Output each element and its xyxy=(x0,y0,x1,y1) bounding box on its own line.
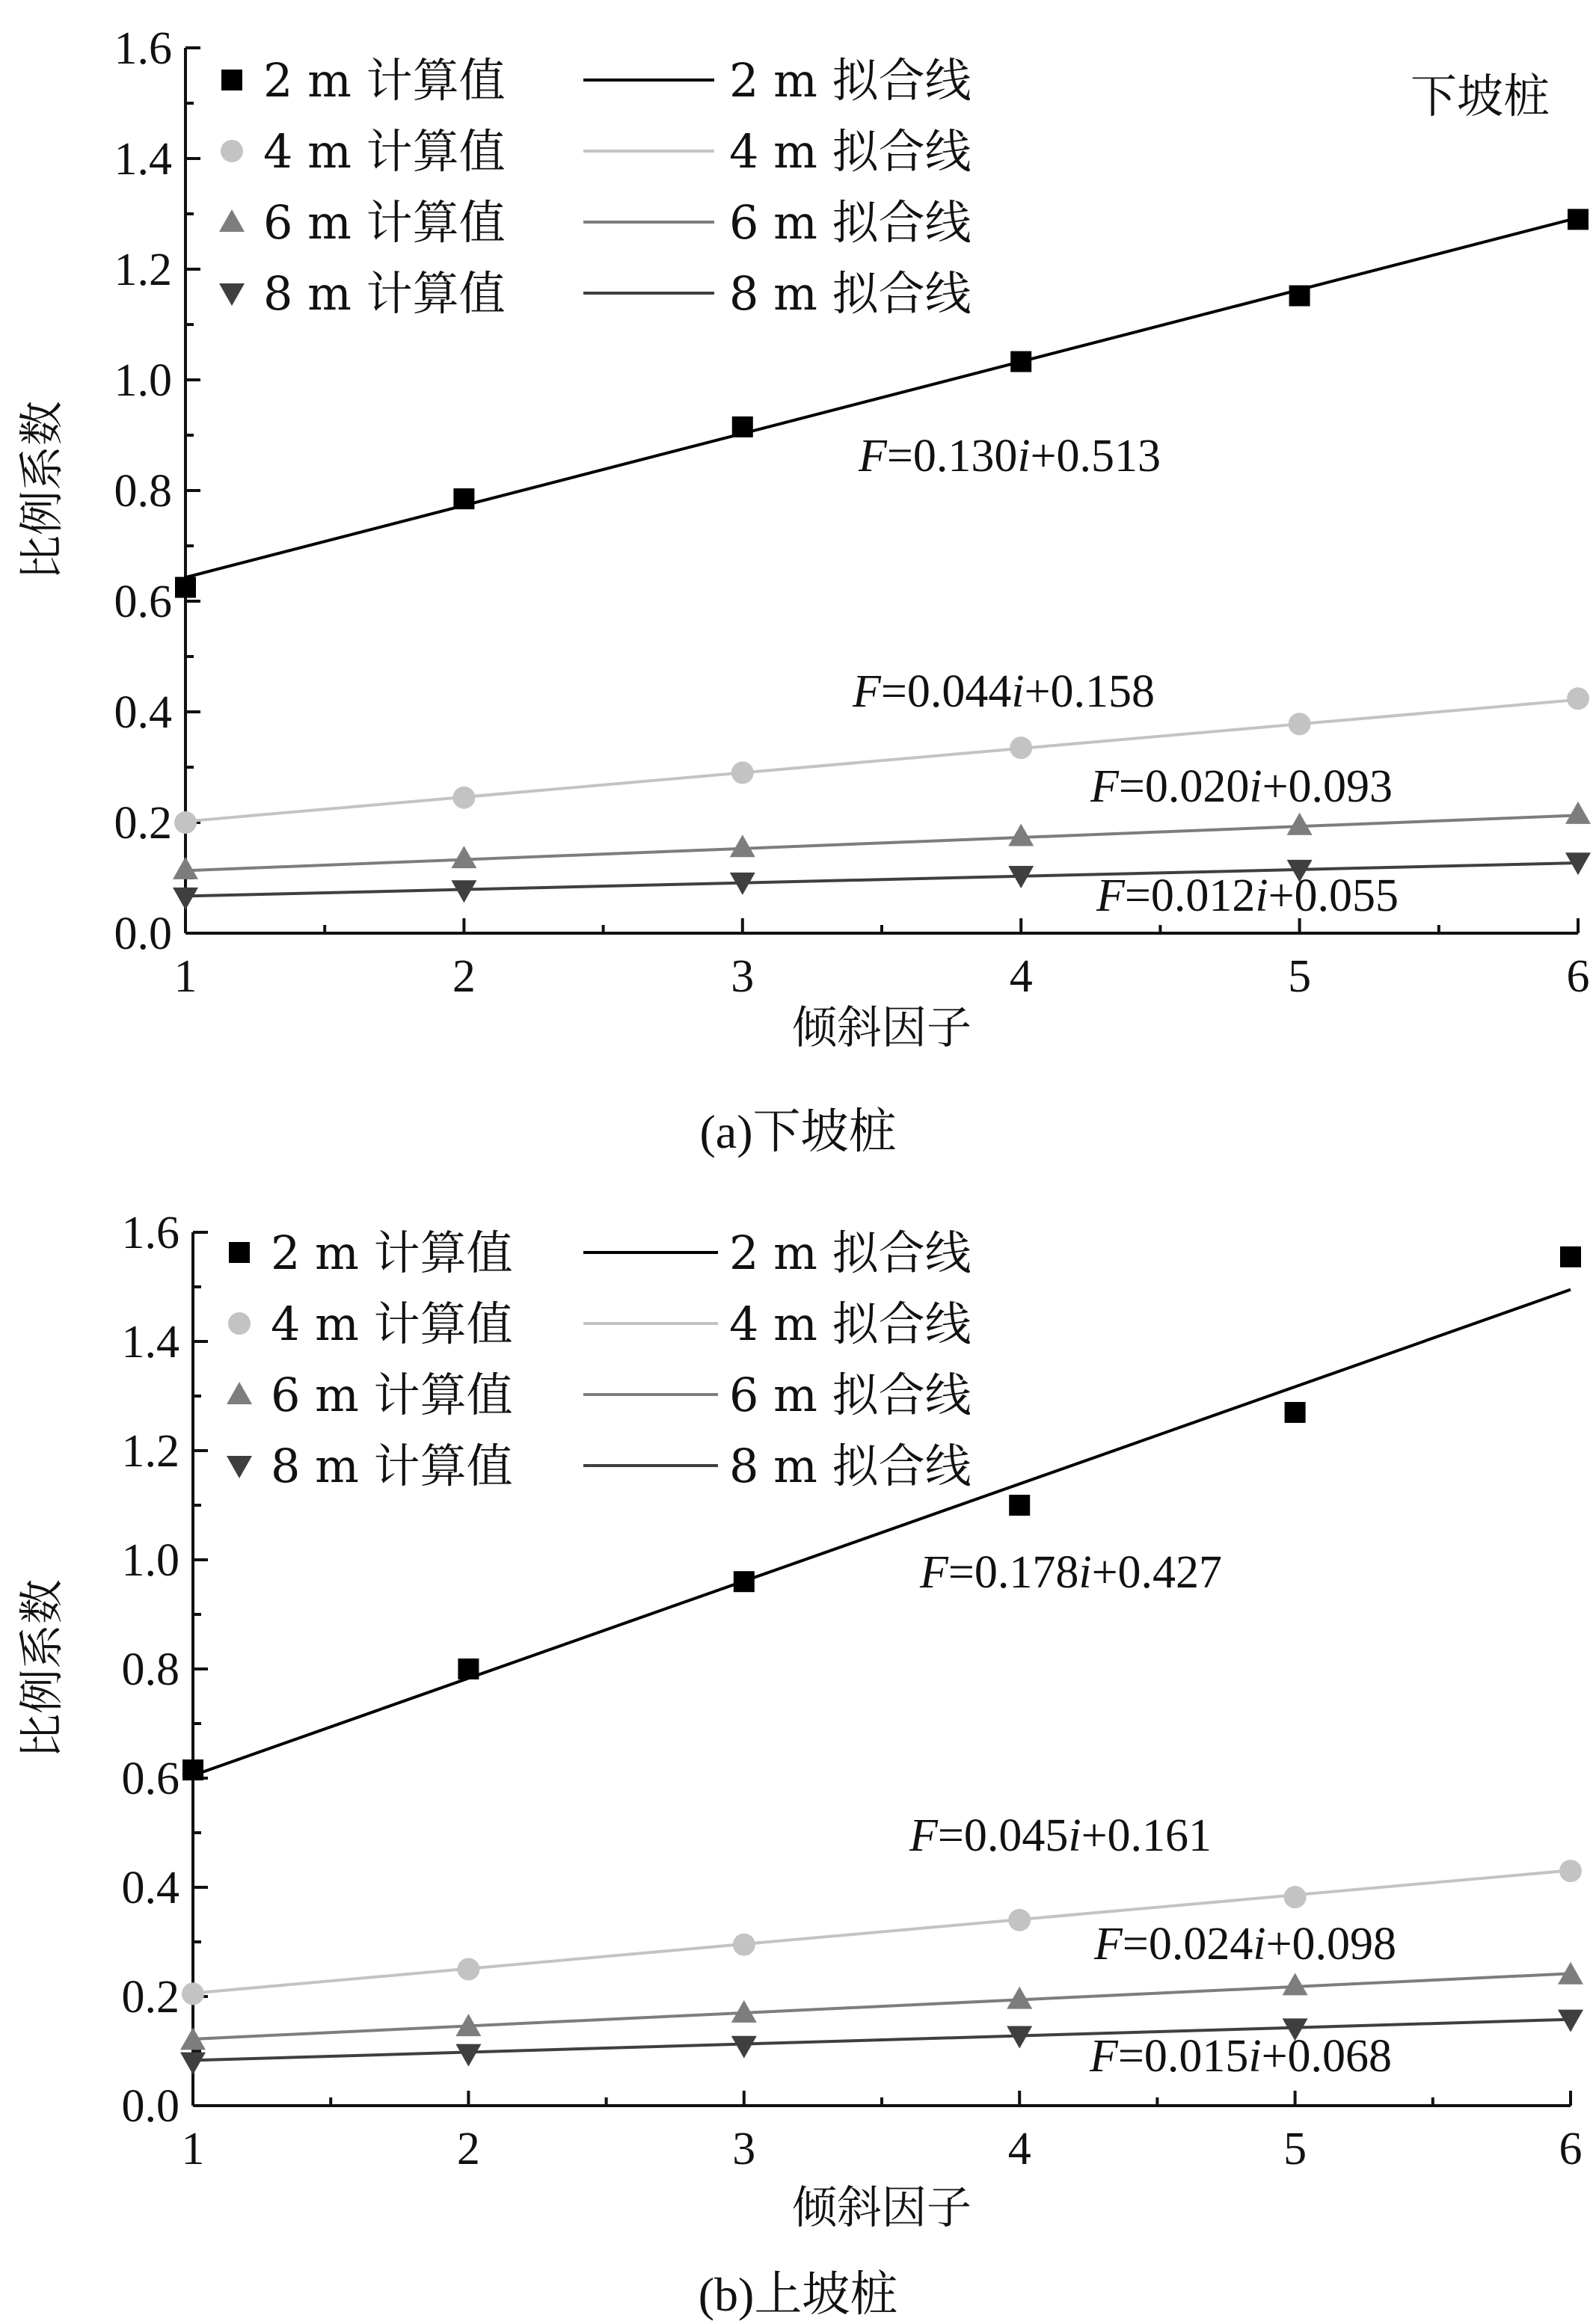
data-point-2m xyxy=(1010,351,1031,372)
chart-panel-b xyxy=(16,1208,1583,2321)
x-tick-label: 6 xyxy=(1566,951,1590,1002)
legend-fit-label-8m: 8 m 拟合线 xyxy=(729,266,972,321)
data-point-8m xyxy=(455,2044,481,2067)
data-point-4m xyxy=(1567,687,1589,710)
y-tick-label: 0.6 xyxy=(114,577,172,627)
data-point-4m xyxy=(1289,713,1311,735)
x-axis-label: 倾斜因子 xyxy=(792,1002,972,1054)
data-point-4m xyxy=(731,761,754,784)
legend-marker-8m xyxy=(227,1456,252,1478)
data-point-2m xyxy=(732,416,753,437)
equation-part: i xyxy=(1017,431,1031,482)
x-tick-label: 4 xyxy=(1009,951,1033,1002)
fit-line-6m xyxy=(193,1973,1571,2039)
legend-label-4m: 4 m 计算值 xyxy=(263,124,506,179)
equation-part: i xyxy=(1255,870,1268,921)
corner-label: 下坡桩 xyxy=(1410,69,1550,123)
data-point-4m xyxy=(182,1982,204,2005)
legend-fit-label-2m: 2 m 拟合线 xyxy=(729,53,972,108)
figure-caption: (a)下坡桩 xyxy=(699,1105,897,1158)
equation-part: =0.020 xyxy=(1118,761,1250,812)
x-tick-label: 3 xyxy=(731,951,755,1002)
data-point-8m xyxy=(180,2053,206,2075)
equation-label-6m xyxy=(1093,1919,1396,1970)
x-tick-label: 4 xyxy=(1007,2124,1031,2174)
legend-marker-2m xyxy=(221,70,242,90)
data-point-8m xyxy=(173,888,198,910)
y-axis-label: 比例系数 xyxy=(16,1579,69,1759)
equation-part: i xyxy=(1253,1919,1266,1970)
equation-label-6m xyxy=(1090,761,1393,812)
equation-label-4m xyxy=(909,1810,1212,1861)
x-tick-label: 3 xyxy=(732,2124,756,2174)
data-point-4m xyxy=(1284,1886,1307,1908)
legend-label-2m: 2 m 计算值 xyxy=(263,53,506,108)
y-tick-label: 1.2 xyxy=(114,245,172,295)
equation-label-8m xyxy=(1089,2031,1392,2082)
equation-part: =0.012 xyxy=(1124,870,1256,921)
data-point-2m xyxy=(1568,209,1589,230)
data-point-6m xyxy=(173,857,198,879)
data-point-6m xyxy=(1008,824,1034,846)
equation-part: i xyxy=(1248,2031,1262,2082)
equation-part: F xyxy=(853,666,881,717)
legend-marker-6m xyxy=(227,1382,252,1404)
equation-part: +0.158 xyxy=(1024,666,1155,717)
equation-part: F xyxy=(1090,2031,1118,2082)
legend-fit-label-4m: 4 m 拟合线 xyxy=(729,124,972,179)
fit-line-2m xyxy=(193,1290,1571,1776)
equation-part: F xyxy=(1094,1919,1123,1970)
equation-part: F xyxy=(909,1810,938,1861)
legend-label-4m: 4 m 计算值 xyxy=(271,1297,513,1351)
equation-part: +0.161 xyxy=(1081,1810,1212,1861)
data-point-2m xyxy=(1285,1402,1306,1423)
x-tick-label: 2 xyxy=(456,2124,480,2174)
legend xyxy=(219,53,972,321)
x-tick-label: 5 xyxy=(1283,2124,1307,2174)
data-point-4m xyxy=(1559,1860,1582,1882)
data-point-4m xyxy=(1010,737,1032,759)
legend-fit-label-6m: 6 m 拟合线 xyxy=(729,1368,972,1422)
y-tick-label: 0.2 xyxy=(114,798,172,849)
data-point-2m xyxy=(458,1659,479,1679)
data-point-2m xyxy=(453,488,474,509)
legend-fit-label-4m: 4 m 拟合线 xyxy=(729,1297,972,1351)
data-point-4m xyxy=(452,787,475,809)
y-tick-label: 1.0 xyxy=(121,1535,179,1586)
y-tick-label: 1.4 xyxy=(121,1317,179,1368)
equation-part: =0.178 xyxy=(948,1547,1079,1598)
data-point-4m xyxy=(733,1934,755,1956)
legend-marker-4m xyxy=(228,1312,251,1335)
equation-part: F xyxy=(1090,761,1119,812)
legend-label-2m: 2 m 计算值 xyxy=(271,1226,513,1280)
data-point-2m xyxy=(734,1571,755,1592)
data-point-6m xyxy=(1565,802,1591,824)
x-tick-label: 1 xyxy=(181,2124,205,2174)
legend-label-6m: 6 m 计算值 xyxy=(263,195,506,250)
y-tick-label: 1.2 xyxy=(121,1426,179,1477)
y-tick-label: 0.8 xyxy=(114,466,172,517)
data-point-8m xyxy=(451,880,476,903)
y-tick-label: 0.2 xyxy=(121,1972,179,2023)
legend-marker-4m xyxy=(221,140,243,162)
data-point-2m xyxy=(1009,1495,1030,1516)
y-tick-label: 1.4 xyxy=(114,134,172,185)
data-point-8m xyxy=(731,2036,757,2059)
equation-part: +0.427 xyxy=(1091,1547,1223,1598)
equation-label-4m xyxy=(852,666,1155,717)
equation-part: +0.098 xyxy=(1265,1919,1397,1970)
y-tick-label: 1.6 xyxy=(114,23,172,74)
data-point-6m xyxy=(1283,1973,1308,1995)
x-axis-label: 倾斜因子 xyxy=(792,2182,972,2234)
equation-label-2m xyxy=(858,431,1161,482)
y-tick-label: 1.6 xyxy=(121,1208,179,1258)
y-tick-label: 0.0 xyxy=(114,909,172,959)
legend-label-8m: 8 m 计算值 xyxy=(263,266,506,321)
equation-part: +0.093 xyxy=(1262,761,1393,812)
equation-label-2m xyxy=(919,1547,1222,1598)
data-point-2m xyxy=(182,1759,203,1780)
data-point-2m xyxy=(1289,286,1310,307)
legend-marker-6m xyxy=(219,209,245,232)
y-tick-label: 0.4 xyxy=(121,1863,179,1913)
legend xyxy=(227,1226,972,1493)
equation-part: i xyxy=(1249,761,1262,812)
data-point-4m xyxy=(1008,1909,1031,1931)
data-point-4m xyxy=(457,1958,479,1981)
legend-marker-8m xyxy=(219,283,245,306)
equation-part: F xyxy=(1096,870,1125,921)
equation-part: =0.044 xyxy=(880,666,1012,717)
equation-label-8m xyxy=(1096,870,1399,921)
data-point-6m xyxy=(451,846,476,868)
equation-part: i xyxy=(1078,1547,1092,1598)
equation-part: =0.024 xyxy=(1122,1919,1253,1970)
y-tick-label: 0.6 xyxy=(121,1753,179,1804)
data-point-6m xyxy=(1287,813,1313,835)
data-point-6m xyxy=(1007,1987,1032,2009)
data-point-6m xyxy=(730,834,755,857)
x-tick-label: 6 xyxy=(1559,2124,1583,2174)
y-tick-label: 0.0 xyxy=(121,2081,179,2132)
equation-part: F xyxy=(859,431,887,482)
legend-label-8m: 8 m 计算值 xyxy=(271,1439,513,1493)
legend-fit-label-2m: 2 m 拟合线 xyxy=(729,1226,972,1280)
chart-panel-a xyxy=(16,23,1591,1158)
data-point-2m xyxy=(175,577,196,598)
equation-part: +0.055 xyxy=(1268,870,1399,921)
y-tick-label: 1.0 xyxy=(114,355,172,406)
equation-part: i xyxy=(1068,1810,1081,1861)
y-axis-label: 比例系数 xyxy=(16,401,69,580)
legend-fit-label-8m: 8 m 拟合线 xyxy=(729,1439,972,1493)
equation-part: =0.130 xyxy=(886,431,1018,482)
figure-caption: (b)上坡桩 xyxy=(698,2268,898,2321)
y-tick-label: 0.8 xyxy=(121,1644,179,1695)
y-tick-label: 0.4 xyxy=(114,687,172,738)
equation-part: =0.015 xyxy=(1117,2031,1249,2082)
x-tick-label: 2 xyxy=(452,951,476,1002)
data-point-2m xyxy=(1560,1246,1581,1267)
data-point-4m xyxy=(174,811,197,834)
fit-line-6m xyxy=(185,815,1578,870)
equation-part: +0.068 xyxy=(1261,2031,1393,2082)
legend-fit-label-6m: 6 m 拟合线 xyxy=(729,195,972,250)
equation-part: i xyxy=(1011,666,1025,717)
legend-marker-2m xyxy=(229,1242,250,1263)
legend-label-6m: 6 m 计算值 xyxy=(271,1368,513,1422)
equation-part: +0.513 xyxy=(1030,431,1161,482)
equation-part: =0.045 xyxy=(937,1810,1069,1861)
equation-part: F xyxy=(920,1547,948,1598)
x-tick-label: 1 xyxy=(174,951,197,1002)
x-tick-label: 5 xyxy=(1288,951,1312,1002)
